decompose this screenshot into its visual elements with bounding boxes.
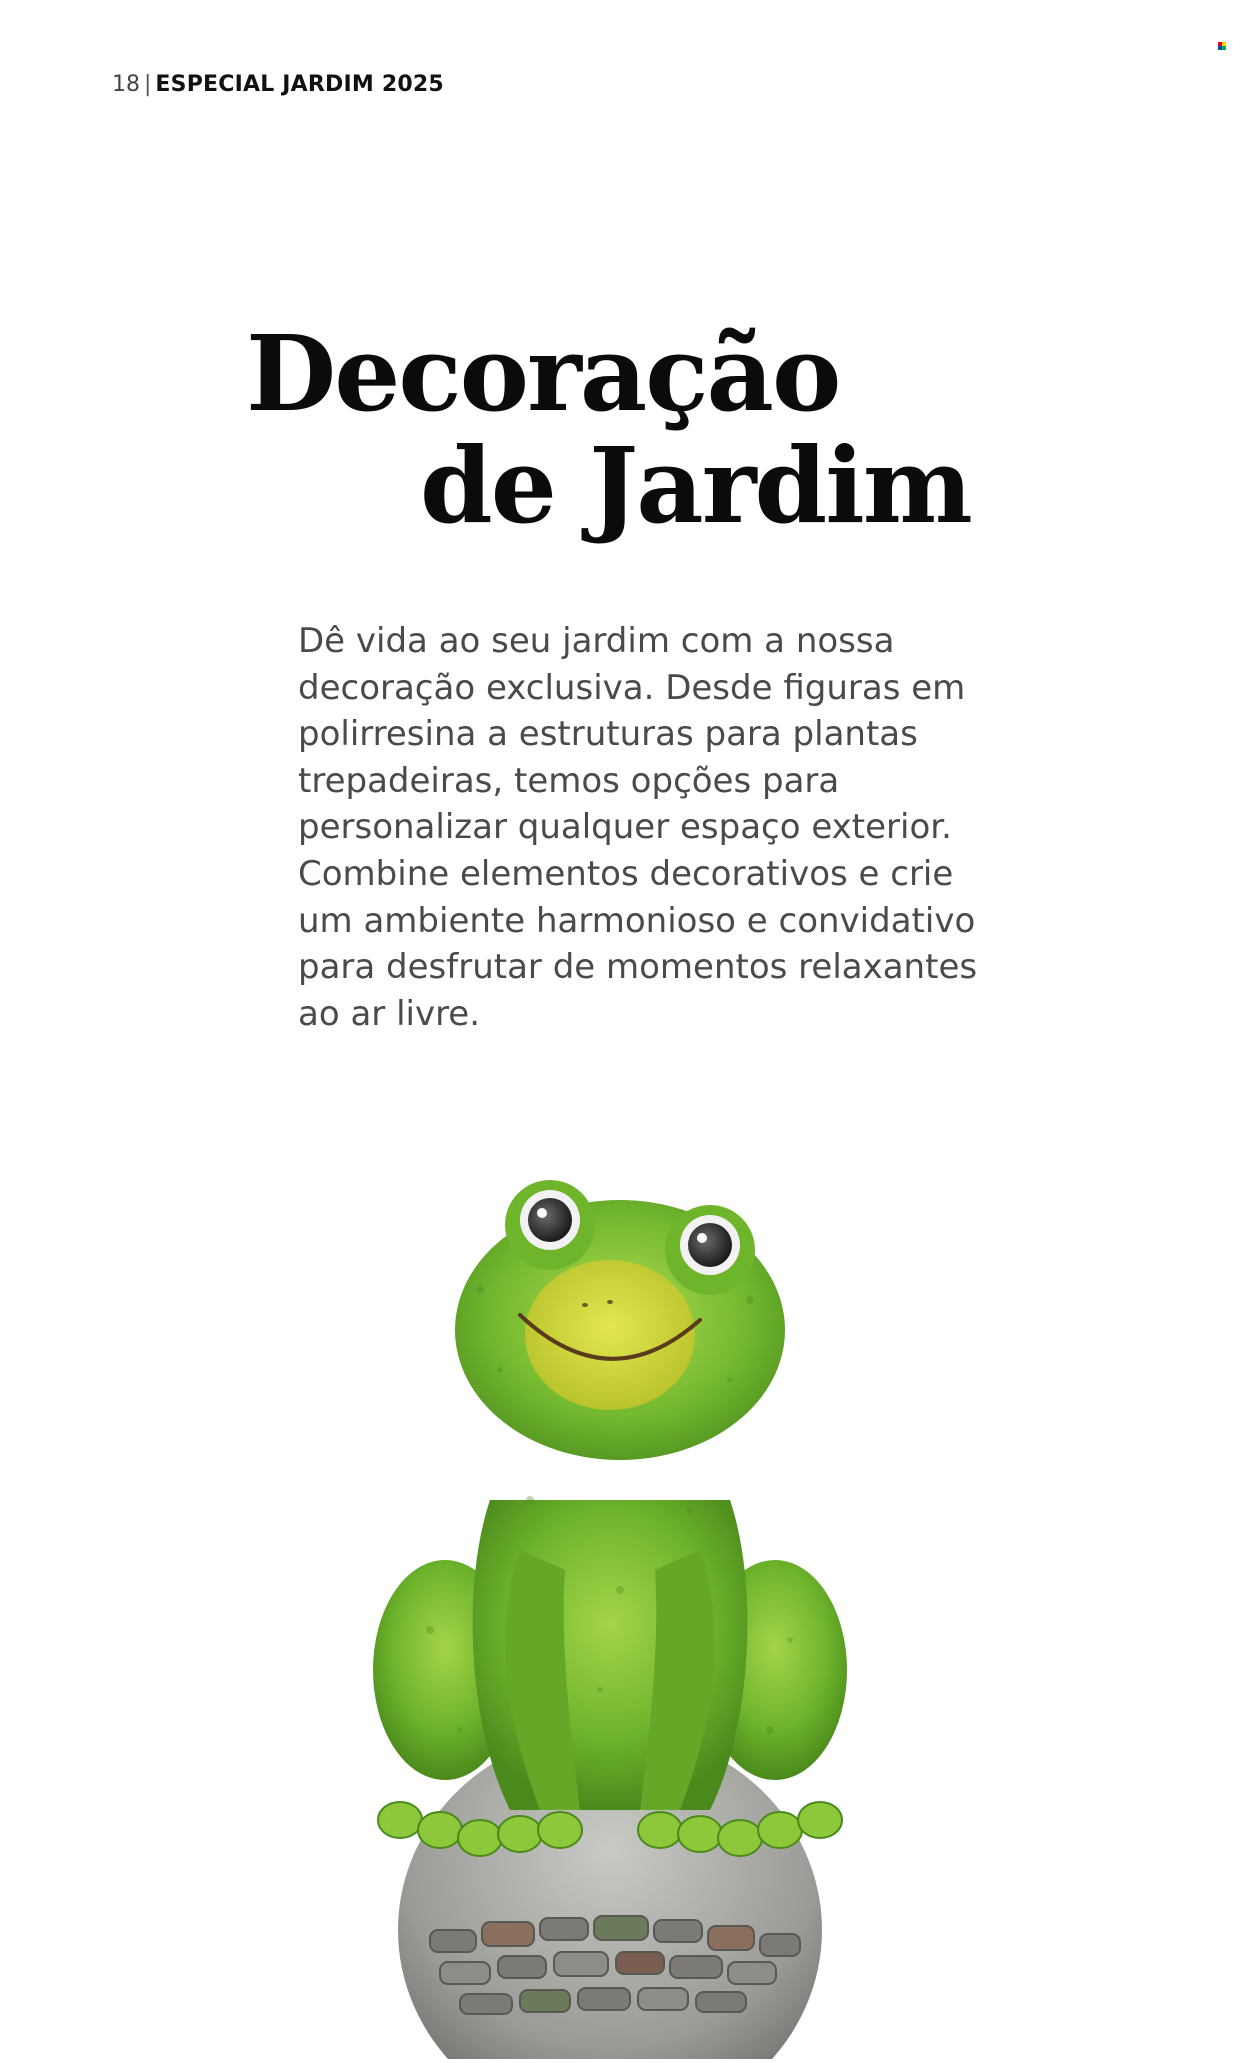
paragraph-line: para desfrutar de momentos relaxantes [298, 947, 978, 988]
paragraph-line: Dê vida ao seu jardim com a nossa [298, 621, 895, 661]
frog-statue-image [370, 1170, 870, 2059]
page-header [112, 68, 444, 102]
section-title: ESPECIAL JARDIM 2025 [155, 72, 444, 97]
corner-marker-icon [1218, 42, 1226, 50]
paragraph-line: Combine elementos decorativos e crie [298, 853, 954, 894]
frog-statue-icon [370, 1170, 870, 2059]
header-separator: | [144, 72, 152, 97]
intro-paragraph [298, 618, 978, 1037]
title-line-1: Decoração [246, 312, 840, 435]
paragraph-line: trepadeiras, temos opções para [298, 760, 840, 801]
paragraph-line: polirresina a estruturas para plantas [298, 714, 918, 755]
paragraph-line: ao ar livre. [298, 993, 481, 1034]
title-line-2: de Jardim [420, 424, 971, 547]
page-number: 18 [112, 72, 140, 97]
paragraph-line: personalizar qualquer espaço exterior. [298, 807, 952, 848]
paragraph-line: um ambiente harmonioso e convidativo [298, 900, 976, 941]
paragraph-line: decoração exclusiva. Desde figuras em [298, 667, 966, 708]
